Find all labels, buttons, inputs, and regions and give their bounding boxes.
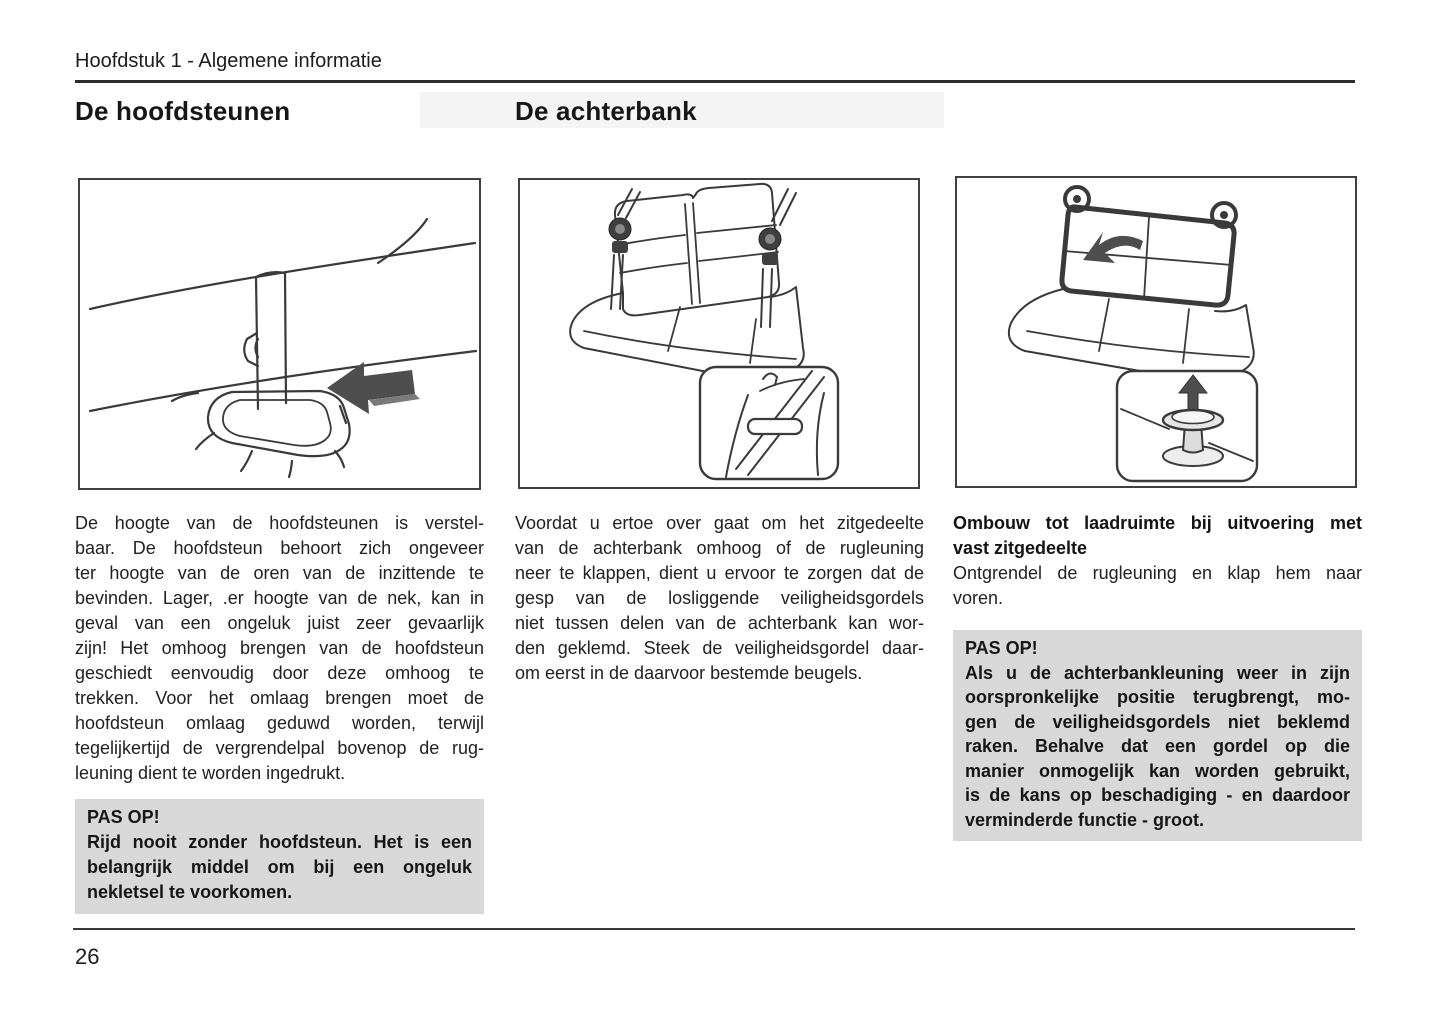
belt-bracket-inset xyxy=(700,367,838,479)
rear-bench-with-seatbelts-illustration xyxy=(520,180,918,487)
paragraph-headrests: De hoogte van de hoofdsteunen is verstel- baar. De hoofdsteun behoort zich ongeveer ter hoogte van de oren van de inzittende te bevinden. Lager, .er hoogte van de nek, kan in geval van een ongeluk juist zeer gevaarlijk zijn! Het omhoog brengen van de hoofdsteun geschiedt eenvoudig door deze omhoog te trekken. Voor het omlaag brengen moet de hoofdsteun omlaag geduwd worden, terwijl tegelijkertijd de vergrendelpal bovenop de rug- leuning dient te worden ingedrukt. xyxy=(75,513,484,783)
headrest-post-removal-illustration xyxy=(80,180,479,488)
warning-box-rear-bench xyxy=(953,630,1362,841)
chapter-header: Hoofdstuk 1 - Algemene informatie xyxy=(75,50,382,72)
rear-bench-folding-illustration xyxy=(957,178,1355,486)
paragraph-load-area-text: Ontgrendel de rugleuning en klap hem naar voren. xyxy=(953,563,1362,608)
figure-rear-bench-belts xyxy=(518,178,920,489)
warning-title: PAS OP! xyxy=(87,807,160,827)
paragraph-rear-bench: Voordat u ertoe over gaat om het zitgedeelte van de achterbank omhoog of de rugleuning neer te klappen, dient u ervoor te zorgen dat de gesp van de losliggende veiligheidsgordels niet tussen delen van de achterbank kan wor- den geklemd. Steek de veiligheidsgordel daar- om eerst in de daarvoor bestemde beugels. xyxy=(515,513,924,683)
warning-text: Als u de achterbankleuning weer in zijn oorspronkelijke positie terugbrengt, mo- gen de veiligheidsgordels niet beklemd raken. Behalve dat een gordel op die manier onmogelijk kan worden gebruikt, is de kans op beschadiging - en daardoor verminderde functie - groot. xyxy=(965,662,1350,830)
warning-text: Rijd nooit zonder hoofdsteun. Het is een belangrijk middel om bij een ongeluk nekletsel te voorkomen. xyxy=(87,832,472,902)
page-number: 26 xyxy=(75,944,100,969)
section-title-headrests: De hoofdsteunen xyxy=(75,96,291,126)
release-clip-inset xyxy=(1117,371,1257,481)
subheading-load-area: Ombouw tot laadruimte bij uitvoering met vast zitgedeelte xyxy=(953,513,1362,558)
warning-title: PAS OP! xyxy=(965,638,1038,658)
figure-headrest xyxy=(78,178,481,490)
paragraph-load-area xyxy=(953,511,1362,611)
figure-rear-bench-fold xyxy=(955,176,1357,488)
footer-divider xyxy=(73,928,1355,930)
fold-forward-arrow-icon xyxy=(1083,232,1143,263)
warning-box-headrests xyxy=(75,799,484,914)
header-divider xyxy=(75,80,1355,83)
section-title-rear-bench: De achterbank xyxy=(515,96,697,126)
